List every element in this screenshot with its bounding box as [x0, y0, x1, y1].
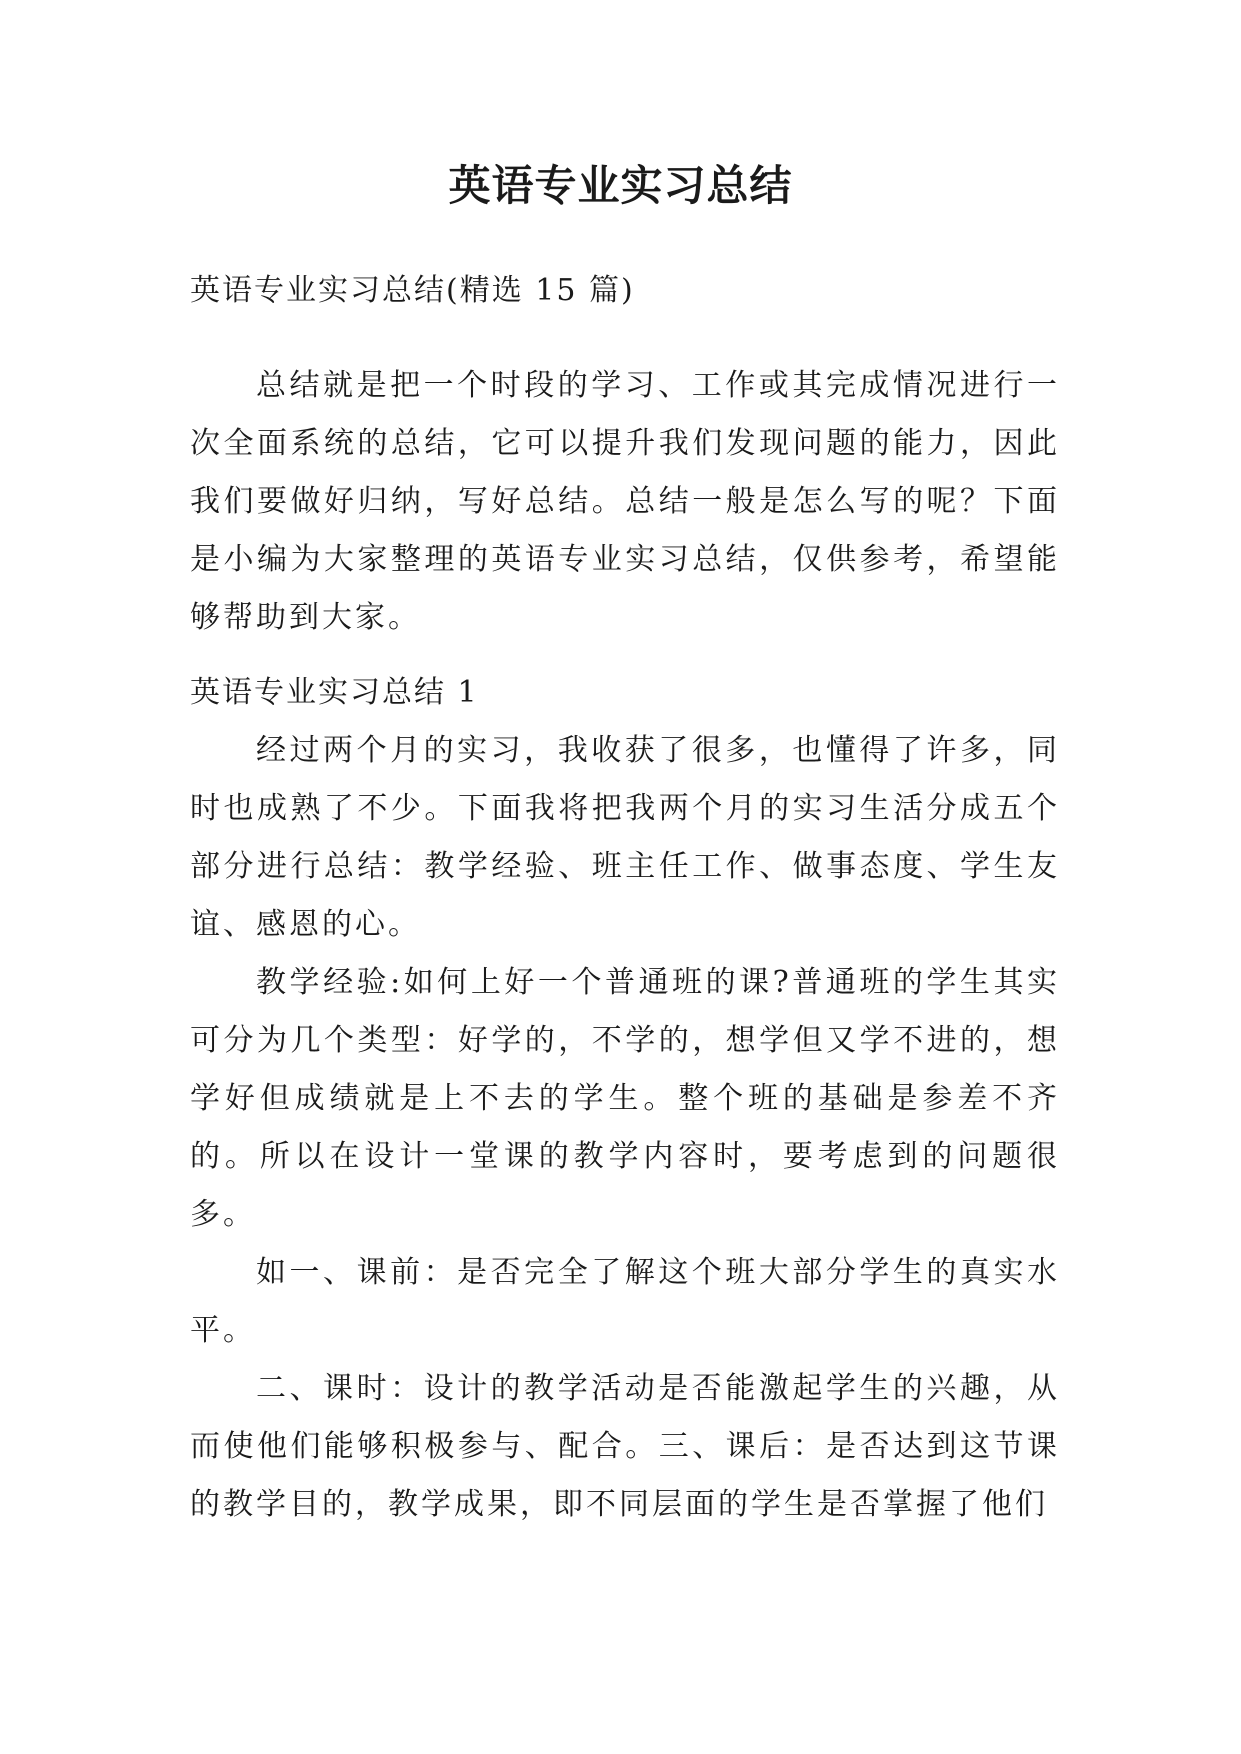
body-paragraph-4: 二、课时：设计的教学活动是否能激起学生的兴趣，从而使他们能够积极参与、配合。三、课后：是否达到这节课的教学目的，教学成果，即不同层面的学生是否掌握了他们 — [190, 1371, 1060, 1522]
intro-paragraph: 总结就是把一个时段的学习、工作或其完成情况进行一次全面系统的总结，它可以提升我们发现问题的能力，因此我们要做好归纳，写好总结。总结一般是怎么写的呢？下面是小编为大家整理的英语专业实习总结，仅供参考，希望能够帮助到大家。 — [190, 368, 1060, 635]
section-body — [190, 722, 1060, 1534]
body-paragraph-2: 教学经验:如何上好一个普通班的课?普通班的学生其实可分为几个类型：好学的，不学的，想学但又学不进的，想学好但成绩就是上不去的学生。整个班的基础是参差不齐的。所以在设计一堂课的教学内容时，要考虑到的问题很多。 — [190, 965, 1060, 1232]
body-paragraph-3: 如一、课前：是否完全了解这个班大部分学生的真实水平。 — [190, 1255, 1060, 1348]
body-paragraph-1: 经过两个月的实习，我收获了很多，也懂得了许多，同时也成熟了不少。下面我将把我两个月的实习生活分成五个部分进行总结：教学经验、班主任工作、做事态度、学生友谊、感恩的心。 — [190, 733, 1060, 942]
document-title: 英语专业实习总结 — [448, 161, 793, 210]
document-subtitle: 英语专业实习总结(精选 15 篇) — [190, 273, 635, 308]
section-heading: 英语专业实习总结 1 — [190, 675, 479, 710]
